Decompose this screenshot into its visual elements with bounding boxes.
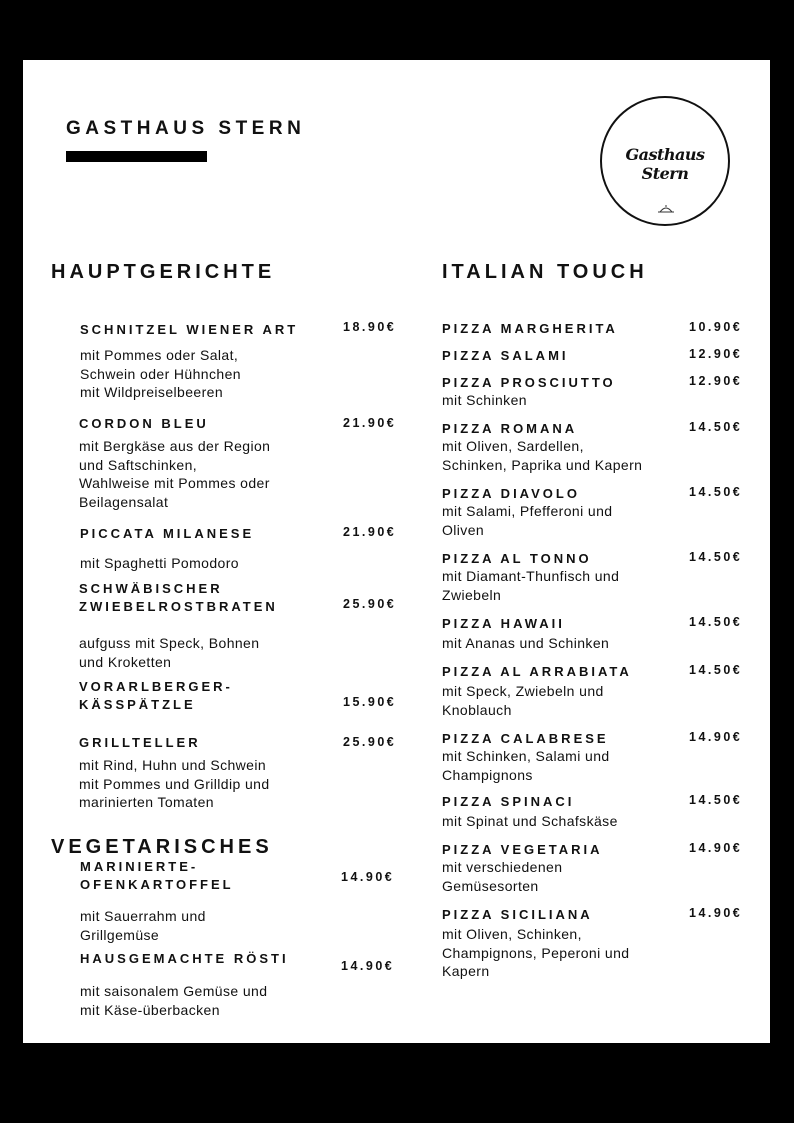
- menu-item-price: 14.90€: [689, 841, 743, 855]
- tray-icon: [657, 204, 675, 214]
- menu-page: [23, 60, 770, 1043]
- menu-item-price: 14.90€: [689, 730, 743, 744]
- menu-item-name: PIZZA SICILIANA: [442, 907, 593, 922]
- menu-item-name: CORDON BLEU: [79, 416, 209, 431]
- menu-item-price: 12.90€: [689, 347, 743, 361]
- menu-item-price: 14.50€: [689, 420, 743, 434]
- menu-item-name: PIZZA PROSCIUTTO: [442, 375, 616, 390]
- menu-item-price: 10.90€: [689, 320, 743, 334]
- menu-item-price: 14.90€: [689, 906, 743, 920]
- menu-item-price: 15.90€: [343, 695, 397, 709]
- section-title-vegetarisches: VEGETARISCHES: [51, 836, 273, 858]
- menu-item-description: mit Bergkäse aus der Region und Saftschinken, Wahlweise mit Pommes oder Beilagensalat: [79, 438, 271, 510]
- menu-item-price: 18.90€: [343, 320, 397, 334]
- menu-item-name: PIZZA HAWAII: [442, 616, 565, 631]
- menu-item-description: mit Pommes oder Salat, Schwein oder Hühnchen mit Wildpreiselbeeren: [80, 347, 241, 400]
- logo: [600, 96, 730, 226]
- menu-item-name: GRILLTELLER: [79, 735, 201, 750]
- menu-item-price: 14.90€: [341, 870, 395, 884]
- menu-item-price: 12.90€: [689, 374, 743, 388]
- menu-item-price: 14.50€: [689, 615, 743, 629]
- menu-item-name: SCHWÄBISCHER ZWIEBELROSTBRATEN: [79, 581, 278, 614]
- menu-item-name: VORARLBERGER- KÄSSPÄTZLE: [79, 679, 233, 712]
- menu-item-description: mit Spaghetti Pomodoro: [80, 555, 239, 571]
- menu-item-price: 25.90€: [343, 597, 397, 611]
- menu-item-name: PIZZA AL TONNO: [442, 551, 592, 566]
- menu-item-price: 14.50€: [689, 663, 743, 677]
- menu-item-name: PIZZA SPINACI: [442, 794, 575, 809]
- title-underline: [66, 151, 207, 162]
- menu-item-description: aufguss mit Speck, Bohnen und Kroketten: [79, 635, 260, 670]
- menu-item-description: mit verschiedenen Gemüsesorten: [442, 859, 563, 894]
- menu-item-description: mit Oliven, Schinken, Champignons, Peperoni und Kapern: [442, 926, 630, 979]
- menu-item-description: mit Oliven, Sardellen, Schinken, Paprika und Kapern: [442, 438, 643, 473]
- menu-item-description: mit Speck, Zwiebeln und Knoblauch: [442, 683, 604, 718]
- menu-item-price: 14.90€: [341, 959, 395, 973]
- menu-item-name: MARINIERTE- OFENKARTOFFEL: [80, 859, 234, 892]
- menu-item-name: PIZZA CALABRESE: [442, 731, 609, 746]
- menu-item-name: HAUSGEMACHTE RÖSTI: [80, 951, 289, 966]
- menu-item-name: PIZZA ROMANA: [442, 421, 578, 436]
- menu-item-description: mit saisonalem Gemüse und mit Käse-überbacken: [80, 983, 268, 1018]
- menu-item-name: PIZZA MARGHERITA: [442, 321, 618, 336]
- menu-item-price: 21.90€: [343, 416, 397, 430]
- section-title-italian-touch: ITALIAN TOUCH: [442, 261, 648, 283]
- menu-item-price: 21.90€: [343, 525, 397, 539]
- menu-item-price: 14.50€: [689, 485, 743, 499]
- menu-item-description: mit Schinken, Salami und Champignons: [442, 748, 610, 783]
- menu-item-description: mit Sauerrahm und Grillgemüse: [80, 908, 206, 943]
- menu-item-description: mit Salami, Pfefferoni und Oliven: [442, 503, 613, 538]
- menu-item-description: mit Spinat und Schafskäse: [442, 813, 618, 829]
- menu-item-description: mit Diamant-Thunfisch und Zwiebeln: [442, 568, 620, 603]
- menu-item-name: PIZZA DIAVOLO: [442, 486, 580, 501]
- menu-item-description: mit Rind, Huhn und Schwein mit Pommes und Grilldip und marinierten Tomaten: [79, 757, 270, 810]
- menu-item-name: SCHNITZEL WIENER ART: [80, 322, 299, 337]
- menu-item-price: 14.50€: [689, 550, 743, 564]
- menu-item-name: PIZZA VEGETARIA: [442, 842, 603, 857]
- menu-item-description: mit Ananas und Schinken: [442, 635, 610, 651]
- menu-item-name: PIZZA AL ARRABIATA: [442, 664, 632, 679]
- menu-item-price: 25.90€: [343, 735, 397, 749]
- menu-item-name: PICCATA MILANESE: [80, 526, 255, 541]
- page-title: GASTHAUS STERN: [66, 118, 306, 139]
- menu-item-name: PIZZA SALAMI: [442, 348, 569, 363]
- menu-item-description: mit Schinken: [442, 392, 527, 408]
- logo-text: Gasthaus Stern: [625, 145, 705, 183]
- menu-item-price: 14.50€: [689, 793, 743, 807]
- section-title-hauptgerichte: HAUPTGERICHTE: [51, 261, 276, 283]
